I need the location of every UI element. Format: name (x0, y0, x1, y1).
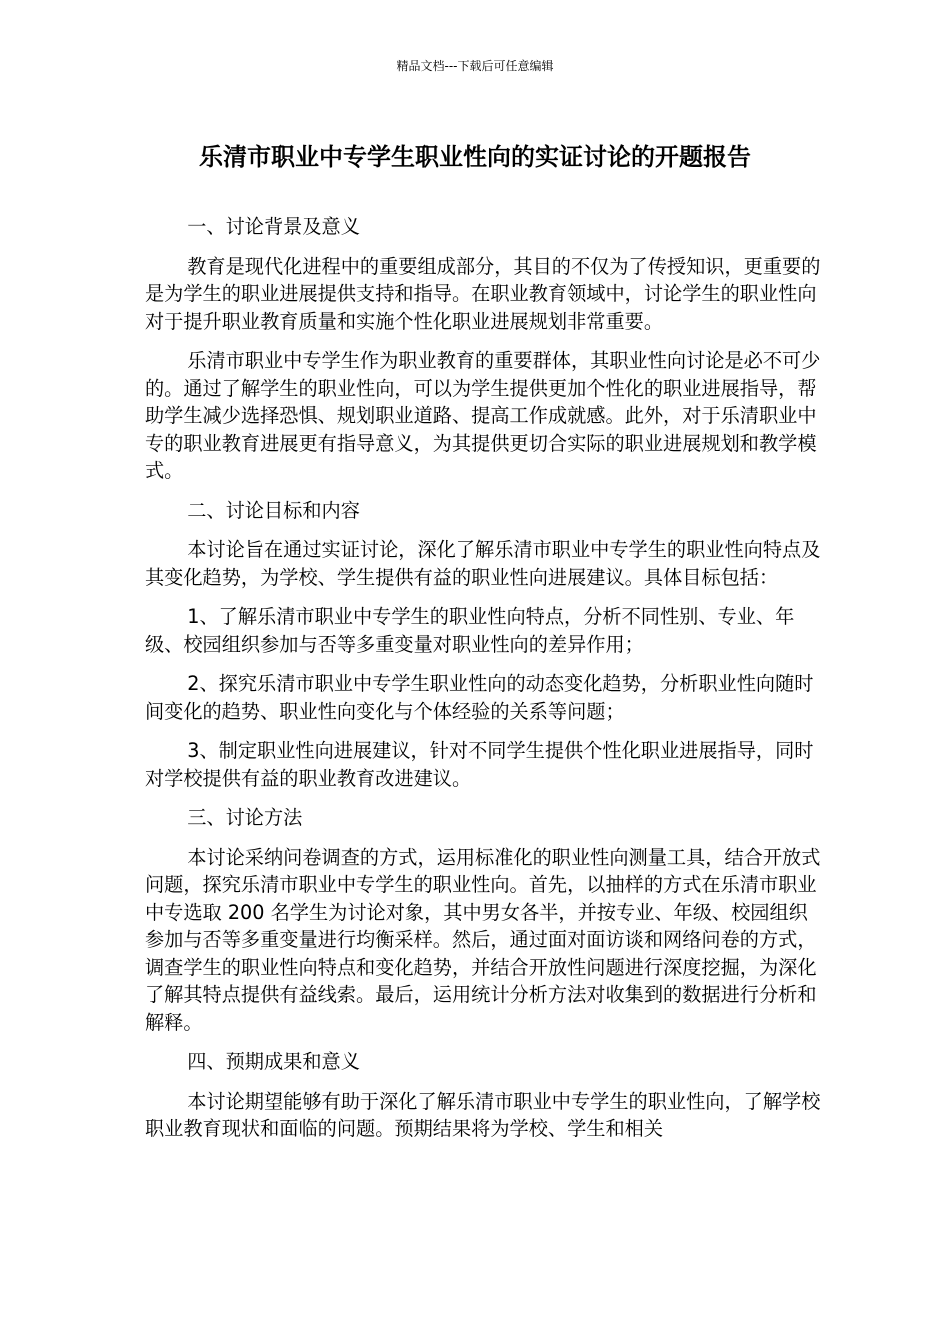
section-heading: 二、讨论目标和内容 (187, 498, 360, 522)
list-item: 2、探究乐清市职业中专学生职业性向的动态变化趋势，分析职业性向随时间变化的趋势、职业性向变化与个体经验的关系等问题； (145, 672, 814, 723)
document-body (145, 213, 825, 1155)
body-paragraph: 乐清市职业中专学生作为职业教育的重要群体，其职业性向讨论是必不可少的。通过了解学生的职业性向，可以为学生提供更加个性化的职业进展指导，帮助学生减少选择恐惧、规划职业道路、提高工作成就感。此外，对于乐清职业中专的职业教育进展更有指导意义，为其提供更切合实际的职业进展规划和教学模式。 (145, 349, 821, 482)
list-item: 3、制定职业性向进展建议，针对不同学生提供个性化职业进展指导，同时对学校提供有益的职业教育改进建议。 (145, 739, 814, 790)
body-paragraph: 教育是现代化进程中的重要组成部分，其目的不仅为了传授知识，更重要的是为学生的职业进展提供支持和指导。在职业教育领域中，讨论学生的职业性向对于提升职业教育质量和实施个性化职业进展规划非常重要。 (145, 254, 821, 333)
section-heading: 一、讨论背景及意义 (187, 215, 360, 238)
page-header: 精品文档---下载后可任意编辑 (396, 59, 554, 73)
document-title: 乐清市职业中专学生职业性向的实证讨论的开题报告 (199, 143, 751, 171)
section-heading: 三、讨论方法 (187, 806, 303, 829)
section-heading: 四、预期成果和意义 (187, 1050, 360, 1073)
body-paragraph: 本讨论期望能够有助于深化了解乐清市职业中专学生的职业性向，了解学校职业教育现状和面临的问题。预期结果将为学校、学生和相关 (145, 1089, 821, 1140)
body-paragraph: 本讨论旨在通过实证讨论，深化了解乐清市职业中专学生的职业性向特点及其变化趋势，为学校、学生提供有益的职业性向进展建议。具体目标包括： (145, 538, 821, 589)
list-item: 1、了解乐清市职业中专学生的职业性向特点，分析不同性别、专业、年级、校园组织参加与否等多重变量对职业性向的差异作用； (145, 605, 795, 656)
body-paragraph: 本讨论采纳问卷调查的方式，运用标准化的职业性向测量工具，结合开放式问题，探究乐清市职业中专学生的职业性向。首先，以抽样的方式在乐清市职业中专选取 200 名学生为讨论对象，其中男女各半，并按专业、年级、校园组织参加与否等多重变量进行均衡采样。然后，通过面对面访谈和网络问卷的方式，调查学生的职业性向特点和变化趋势，并结合开放性问题进行深度挖掘，为深化了解其特点提供有益线索。最后，运用统计分析方法对收集到的数据进行分析和解释。 (145, 845, 821, 1034)
